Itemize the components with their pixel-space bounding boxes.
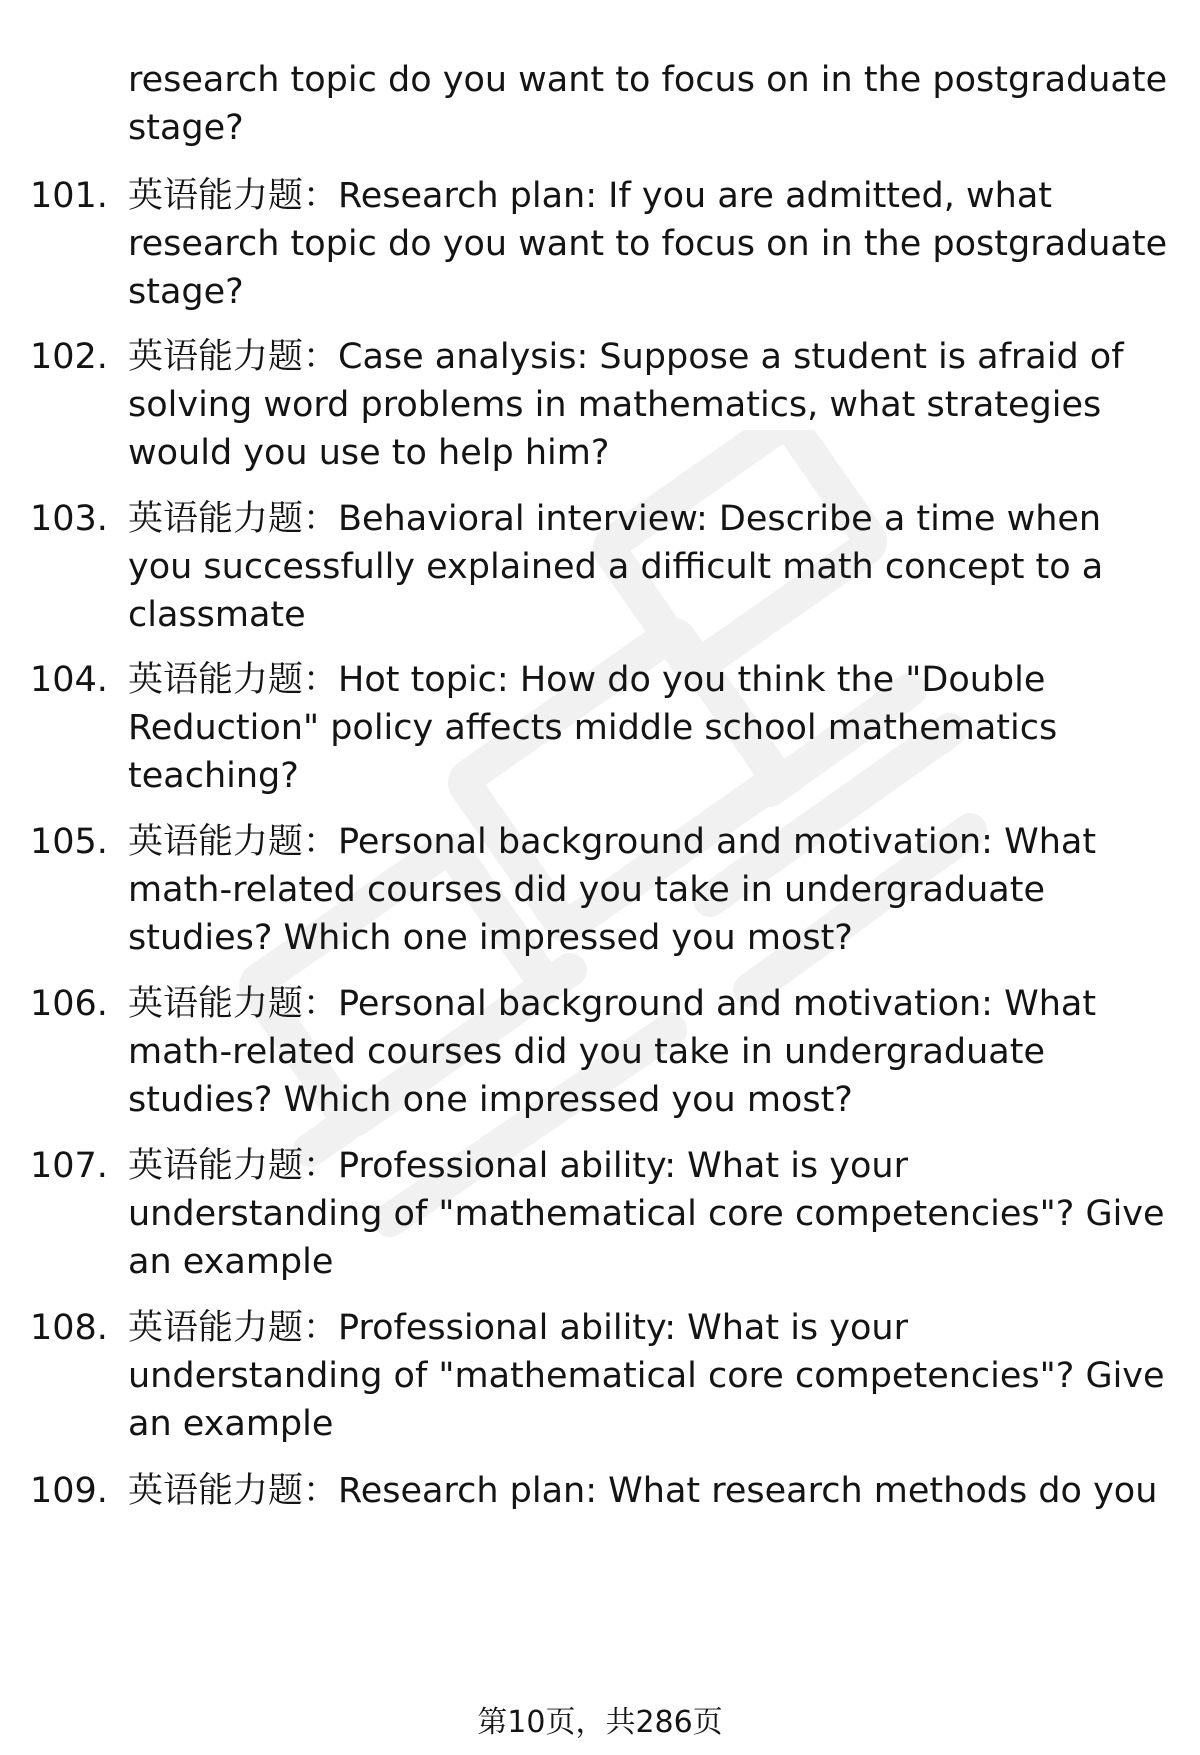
question-number: 104. [30, 660, 108, 700]
question-text: 英语能力题：Professional ability: What is your understanding of "mathematical core competencies"? Give an example [128, 1308, 1165, 1444]
question-number: 101. [30, 176, 108, 216]
question-number: 108. [30, 1308, 108, 1348]
question-number: 103. [30, 499, 108, 539]
question-text: 英语能力题：Behavioral interview: Describe a time when you successfully explained a difficult math concept to a classmate [128, 499, 1104, 635]
question-number: 106. [30, 984, 108, 1024]
question-text: 英语能力题：Personal background and motivation: What math-related courses did you take in undergraduate studies? Which one impressed you most? [128, 822, 1097, 958]
question-text: 英语能力题：Professional ability: What is your understanding of "mathematical core competencies"? Give an example [128, 1146, 1165, 1282]
question-item [30, 656, 1170, 800]
question-item [30, 172, 1170, 316]
question-item [30, 980, 1170, 1124]
question-text: 英语能力题：Research plan: If you are admitted, what research topic do you want to focus on in the postgraduate stage? [128, 176, 1168, 312]
question-number: 102. [30, 337, 108, 377]
question-item [30, 1142, 1170, 1286]
question-text: 英语能力题：Personal background and motivation: What math-related courses did you take in undergraduate studies? Which one impressed you most? [128, 984, 1097, 1120]
question-text: 英语能力题：Case analysis: Suppose a student is afraid of solving word problems in mathematics, what strategies would you use to help him? [128, 337, 1124, 473]
question-item [30, 495, 1170, 639]
question-number: 109. [30, 1471, 108, 1511]
question-number: 107. [30, 1146, 108, 1186]
question-item [30, 1467, 1170, 1515]
continued-question-text: research topic do you want to focus on in the postgraduate stage? [128, 60, 1168, 148]
question-item [30, 1304, 1170, 1448]
page-footer: 第10页，共286页 [477, 1705, 723, 1740]
question-item [30, 818, 1170, 962]
question-item [30, 333, 1170, 477]
question-number: 105. [30, 822, 108, 862]
question-text: 英语能力题：Research plan: What research methods do you [128, 1471, 1158, 1511]
question-text: 英语能力题：Hot topic: How do you think the "Double Reduction" policy affects middle school mathematics teaching? [128, 660, 1058, 796]
